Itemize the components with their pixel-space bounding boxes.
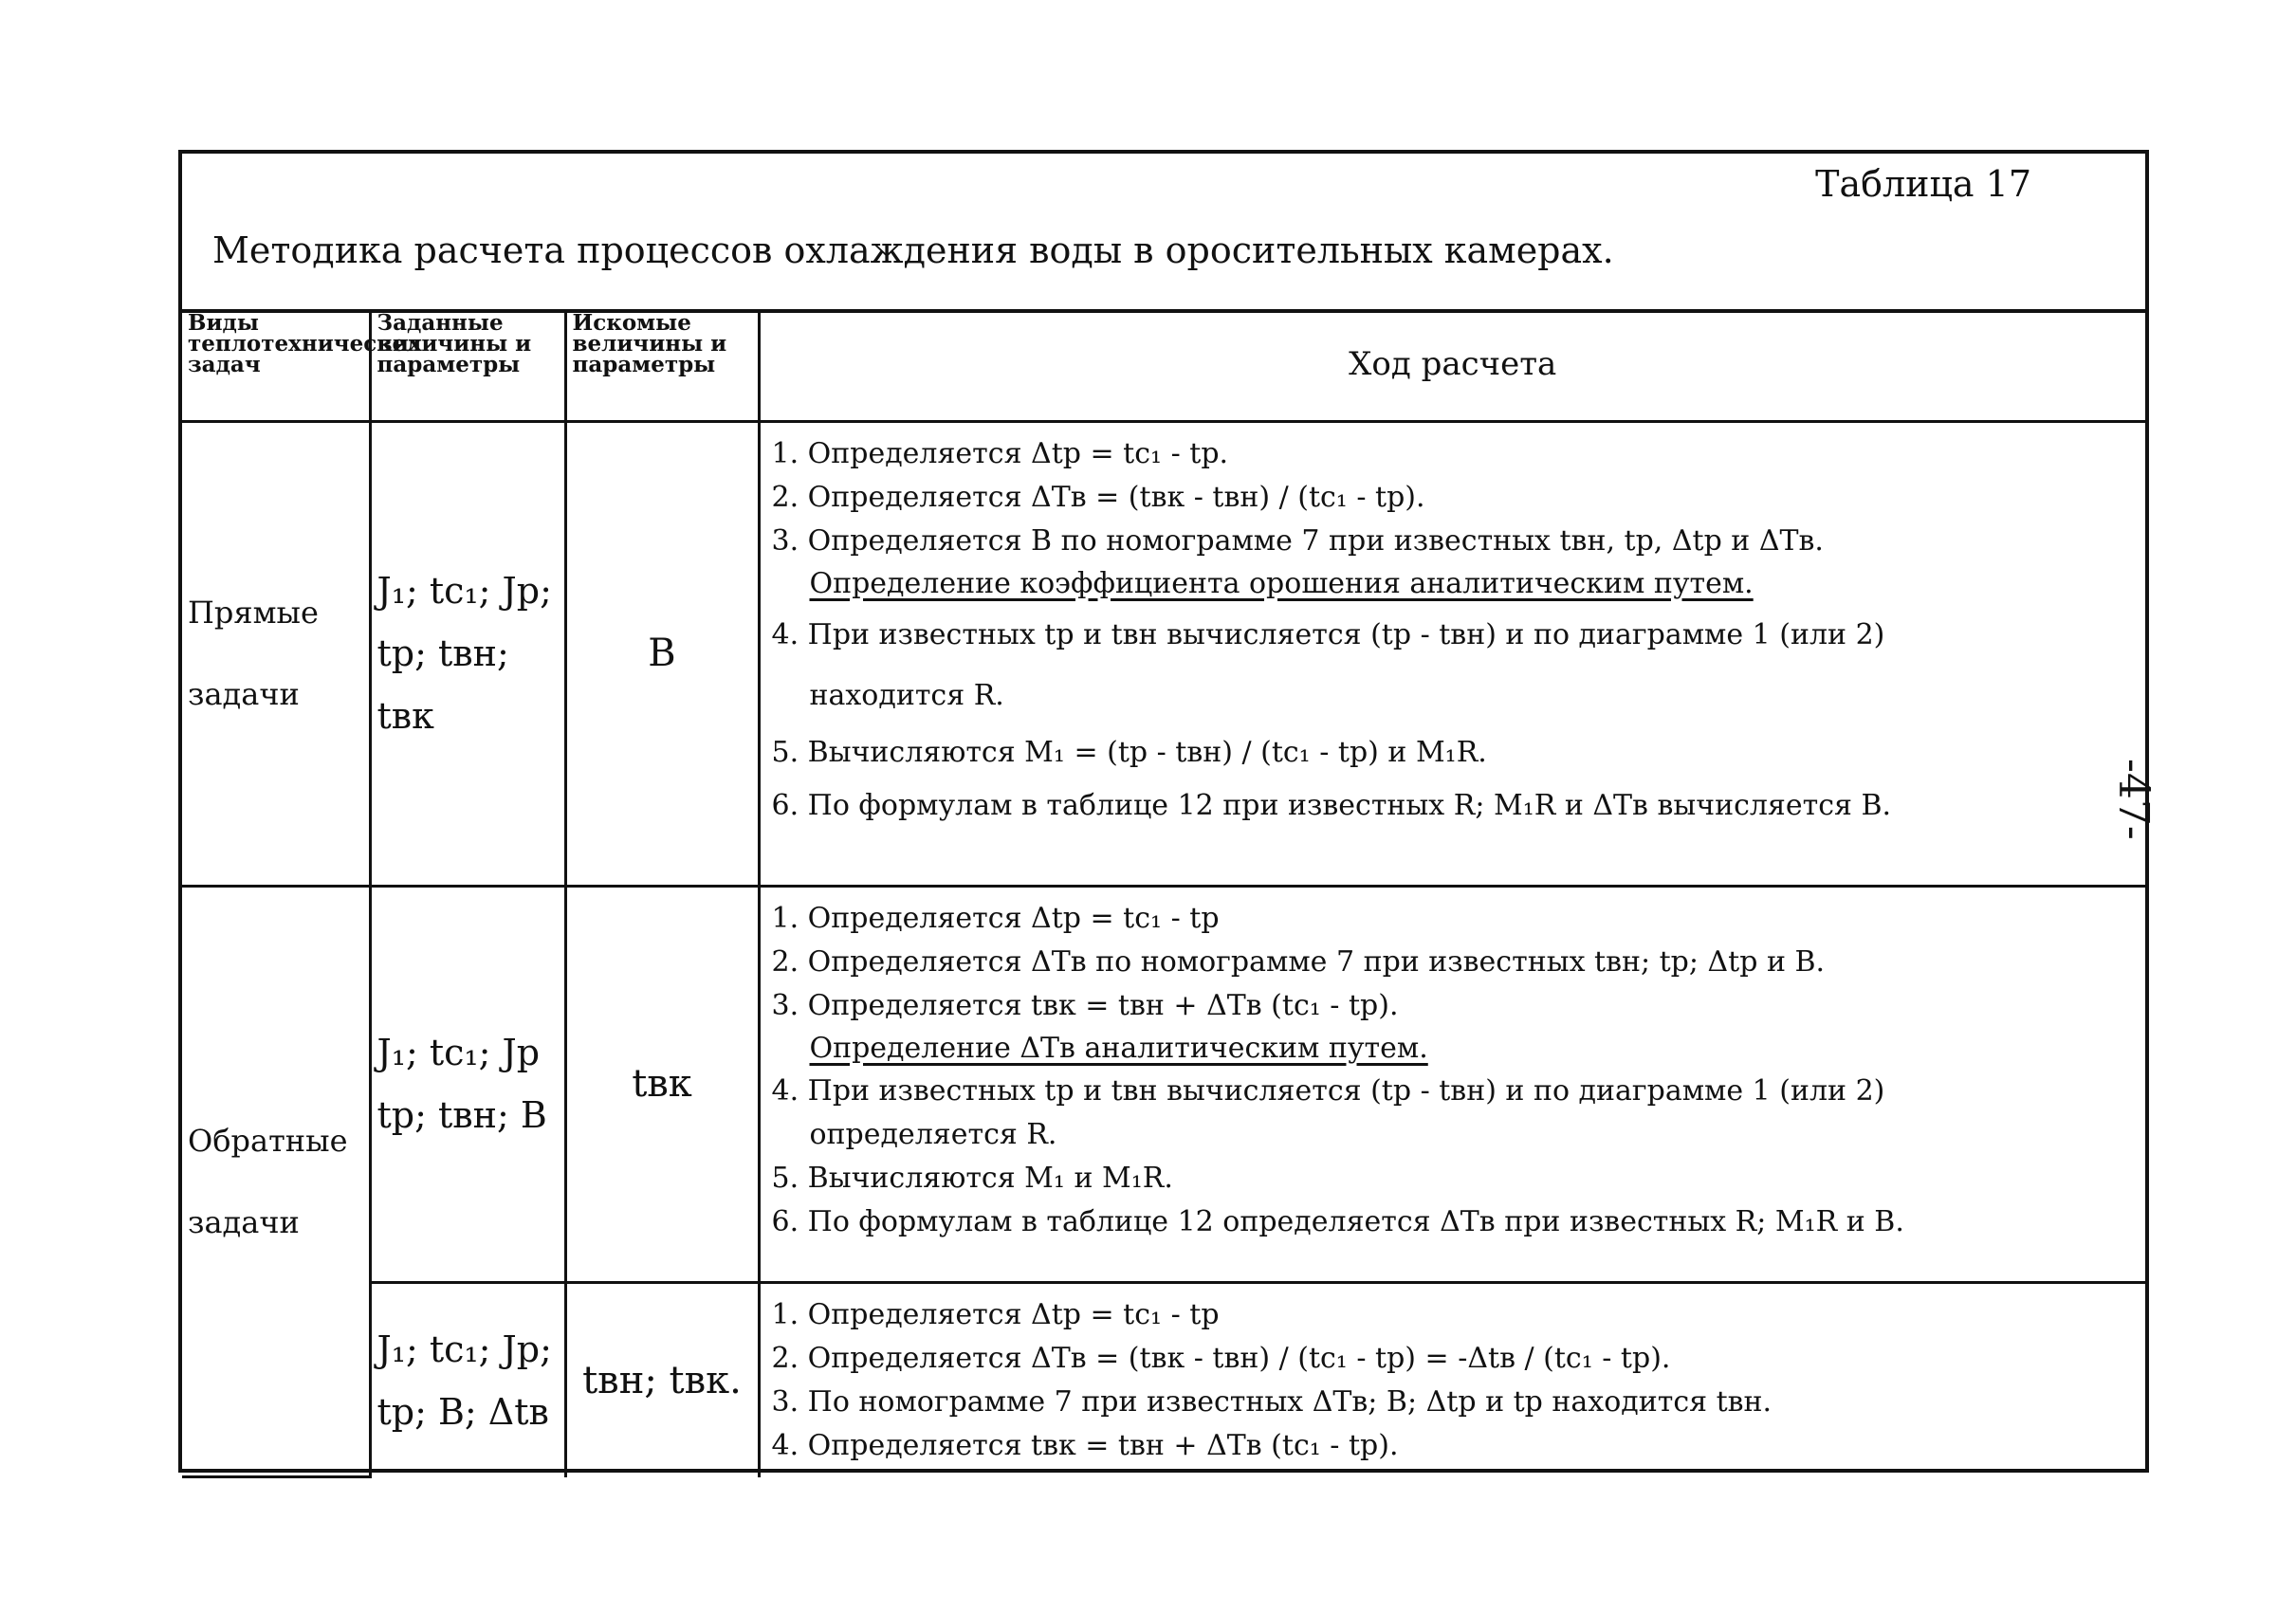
method-table: [182, 309, 2145, 1478]
table-header: [182, 154, 2145, 313]
given-inverse-1: [370, 886, 565, 1282]
given-inverse-1-line2: tp; tвн; B: [377, 1094, 547, 1136]
step-line: находится R.: [809, 678, 1004, 712]
section-subheading: Определение ΔTв аналитическим путем.: [809, 1031, 1428, 1065]
given-direct-line1: J₁; tc₁; Jp;: [377, 570, 552, 612]
steps-inverse-2: [759, 1282, 2145, 1477]
table-row-inverse-2: [182, 1282, 2145, 1477]
given-direct-line2: tp; tвн; tвк: [377, 632, 509, 737]
step-line: 3. Определяется B по номограмме 7 при известных tвн, tp, Δtp и ΔTв.: [771, 523, 1824, 558]
column-header-task-type: Виды теплотехнических задач: [182, 309, 370, 421]
unknown-inverse-1: tвк: [565, 886, 759, 1282]
step-line: определяется R.: [809, 1117, 1057, 1151]
given-inverse-1-line1: J₁; tc₁; Jp: [377, 1032, 541, 1073]
given-inverse-2-line1: J₁; tc₁; Jp;: [377, 1328, 552, 1370]
table-title: Методика расчета процессов охлаждения воды в оросительных камерах.: [212, 229, 1614, 271]
section-subheading: Определение коэффициента орошения аналитическим путем.: [809, 566, 1754, 600]
page-number: -47-: [2109, 759, 2158, 840]
column-header-procedure: Ход расчета: [759, 309, 2145, 421]
given-inverse-2: [370, 1282, 565, 1477]
column-header-unknown: Искомые величины и параметры: [565, 309, 759, 421]
step-line: 3. Определяется tвк = tвн + ΔTв (tc₁ - tp).: [771, 988, 1399, 1022]
step-line: 4. Определяется tвк = tвн + ΔTв (tc₁ - tp).: [771, 1428, 1399, 1462]
table-row-direct: [182, 421, 2145, 886]
table-sheet: [178, 150, 2149, 1473]
task-type-inverse: Обратные задачи: [182, 886, 370, 1477]
step-line: 4. При известных tp и tвн вычисляется (tp - tвн) и по диаграмме 1 (или 2): [771, 1073, 1885, 1108]
step-line: 5. Вычисляются M₁ = (tp - tвн) / (tc₁ - tp) и M₁R.: [771, 735, 1487, 769]
steps-direct: [759, 421, 2145, 886]
step-line: 5. Вычисляются M₁ и M₁R.: [771, 1161, 1173, 1195]
step-line: 2. Определяется ΔTв = (tвк - tвн) / (tc₁ - tp) = -Δtв / (tc₁ - tp).: [771, 1341, 1671, 1375]
step-line: 4. При известных tp и tвн вычисляется (tp - tвн) и по диаграмме 1 (или 2): [771, 617, 1885, 651]
step-line: 6. По формулам в таблице 12 определяется ΔTв при известных R; M₁R и B.: [771, 1204, 1904, 1238]
column-header-row: [182, 309, 2145, 421]
table-label: Таблица 17: [1815, 163, 2031, 205]
table-row-inverse-1: [182, 886, 2145, 1282]
step-line: 1. Определяется Δtp = tc₁ - tp: [771, 1297, 1220, 1331]
given-direct: [370, 421, 565, 886]
step-line: 1. Определяется Δtp = tc₁ - tp: [771, 901, 1220, 935]
step-line: 3. По номограмме 7 при известных ΔTв; B; Δtp и tp находится tвн.: [771, 1384, 1773, 1419]
unknown-direct: B: [565, 421, 759, 886]
steps-inverse-1: [759, 886, 2145, 1282]
column-header-given: Заданные величины и параметры: [370, 309, 565, 421]
given-inverse-2-line2: tp; B; Δtв: [377, 1390, 549, 1433]
unknown-inverse-2: tвн; tвк.: [565, 1282, 759, 1477]
step-line: 1. Определяется Δtp = tc₁ - tp.: [771, 436, 1229, 470]
task-type-direct: Прямые задачи: [182, 421, 370, 886]
step-line: 2. Определяется ΔTв по номограмме 7 при известных tвн; tp; Δtp и B.: [771, 944, 1826, 979]
step-line: 6. По формулам в таблице 12 при известных R; M₁R и ΔTв вычисляется B.: [771, 788, 1892, 822]
step-line: 2. Определяется ΔTв = (tвк - tвн) / (tc₁ - tp).: [771, 480, 1425, 514]
